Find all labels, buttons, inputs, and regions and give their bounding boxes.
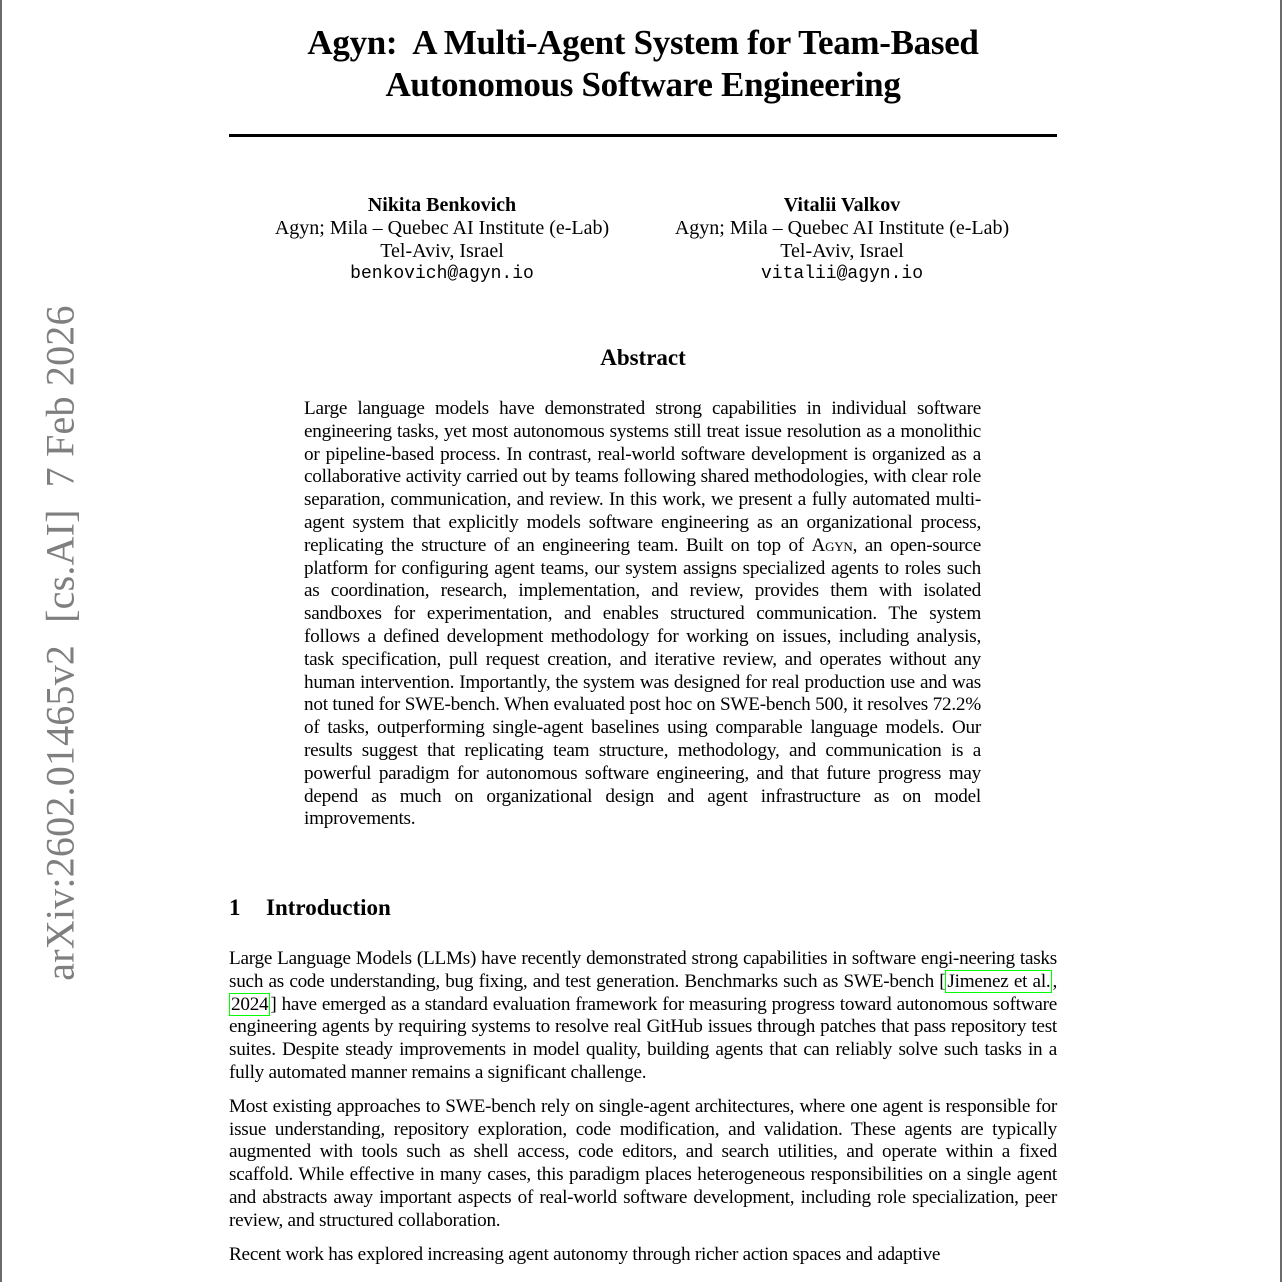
paragraph-text: ] have emerged as a standard evaluation framework for measuring progress toward autonomous software engineering agents by requiring systems to resolve real GitHub issues through patches that pass repository test suites. Despite steady improvements in model quality, building agents that can reliably solve such tasks in a fully automated manner remains a significant challenge. xyxy=(229,993,1057,1083)
abstract-heading: Abstract xyxy=(600,345,686,370)
citation-link-year[interactable]: 2024 xyxy=(231,993,269,1015)
author-email[interactable]: benkovich@agyn.io xyxy=(350,264,534,284)
title-rule xyxy=(229,134,1057,137)
paragraph xyxy=(229,948,1057,1085)
title-line-1: Agyn: A Multi-Agent System for Team-Based xyxy=(307,23,979,62)
arxiv-identifier-stamp xyxy=(37,305,84,980)
abstract-text-part: Large language models have demonstrated strong capabilities in individual software engineering tasks, yet most autonomous systems still treat issue resolution as a monolithic or pipeline-based process. In contrast, real-world software development is organized as a collaborative activity carried out by teams following shared methodologies, with clear role separation, communication, and review. In this work, we present a fully automated multi-agent system that explicitly models software engineering as an organizational process, replicating the structure of an engineering team. Built on top of xyxy=(304,398,981,556)
abstract-text-part: , an open-source platform for configuring agent teams, our system assigns specialized agents to roles such as coordination, research, implementation, and review, provides them with isolated sandboxes for experimentation, and enables structured communication. The system follows a defined development methodology for working on issues, including analysis, task specification, pull request creation, and iterative review, and operates without any human intervention. Importantly, the system was designed for real production use and was not tuned for SWE-bench. When evaluated post hoc on SWE-bench 500, it resolves 72.2% of tasks, outperforming single-agent baselines using comparable language models. Our results suggest that replicating team structure, methodology, and communication is a powerful paradigm for autonomous software engineering, and that future progress may depend as much on organizational design and agent infrastructure as on model improvements. xyxy=(304,534,981,830)
arxiv-category: [cs.AI] xyxy=(37,509,83,623)
citation-link-author[interactable]: Jimenez et al. xyxy=(947,970,1051,992)
paragraph: Recent work has explored increasing agent autonomy through richer action spaces and adaptive xyxy=(229,1243,941,1265)
section-heading-introduction xyxy=(229,895,391,921)
author-location: Tel-Aviv, Israel xyxy=(780,240,904,262)
abstract-text xyxy=(304,398,981,831)
section-number: 1 xyxy=(229,895,241,920)
arxiv-id: arXiv:2602.01465v2 xyxy=(37,644,83,981)
author-name: Nikita Benkovich xyxy=(367,194,517,216)
section-title: Introduction xyxy=(266,895,391,920)
citation-separator: , xyxy=(1052,970,1057,992)
author-affiliation: Agyn; Mila – Quebec AI Institute (e-Lab) xyxy=(274,217,610,239)
paper-title xyxy=(229,22,1057,106)
paragraph-text: Large Language Models (LLMs) have recently demonstrated strong capabilities in software engi-neering tasks such as code understanding, bug fixing, and test generation. Benchmarks such as SWE-bench [ xyxy=(229,948,1057,992)
author-name: Vitalii Valkov xyxy=(783,194,901,216)
introduction-body xyxy=(229,948,1057,1277)
title-line-2: Autonomous Software Engineering xyxy=(385,65,901,104)
arxiv-date: 7 Feb 2026 xyxy=(37,305,83,488)
author-block xyxy=(652,194,1032,286)
author-affiliation: Agyn; Mila – Quebec AI Institute (e-Lab) xyxy=(674,217,1010,239)
author-location: Tel-Aviv, Israel xyxy=(380,240,504,262)
paragraph: Most existing approaches to SWE-bench rely on single-agent architectures, where one agent is responsible for issue understanding, repository exploration, code modification, and validation. These agents are typically augmented with tools such as shell access, code editors, and search utilities, and operate within a fixed scaffold. While effective in many cases, this paradigm places heterogeneous responsibilities on a single agent and abstracts away important aspects of real-world software development, including role specialization, peer review, and structured collaboration. xyxy=(229,1095,1057,1231)
system-name: Agyn xyxy=(811,534,853,556)
author-email[interactable]: vitalii@agyn.io xyxy=(760,264,924,284)
author-block xyxy=(252,194,632,286)
